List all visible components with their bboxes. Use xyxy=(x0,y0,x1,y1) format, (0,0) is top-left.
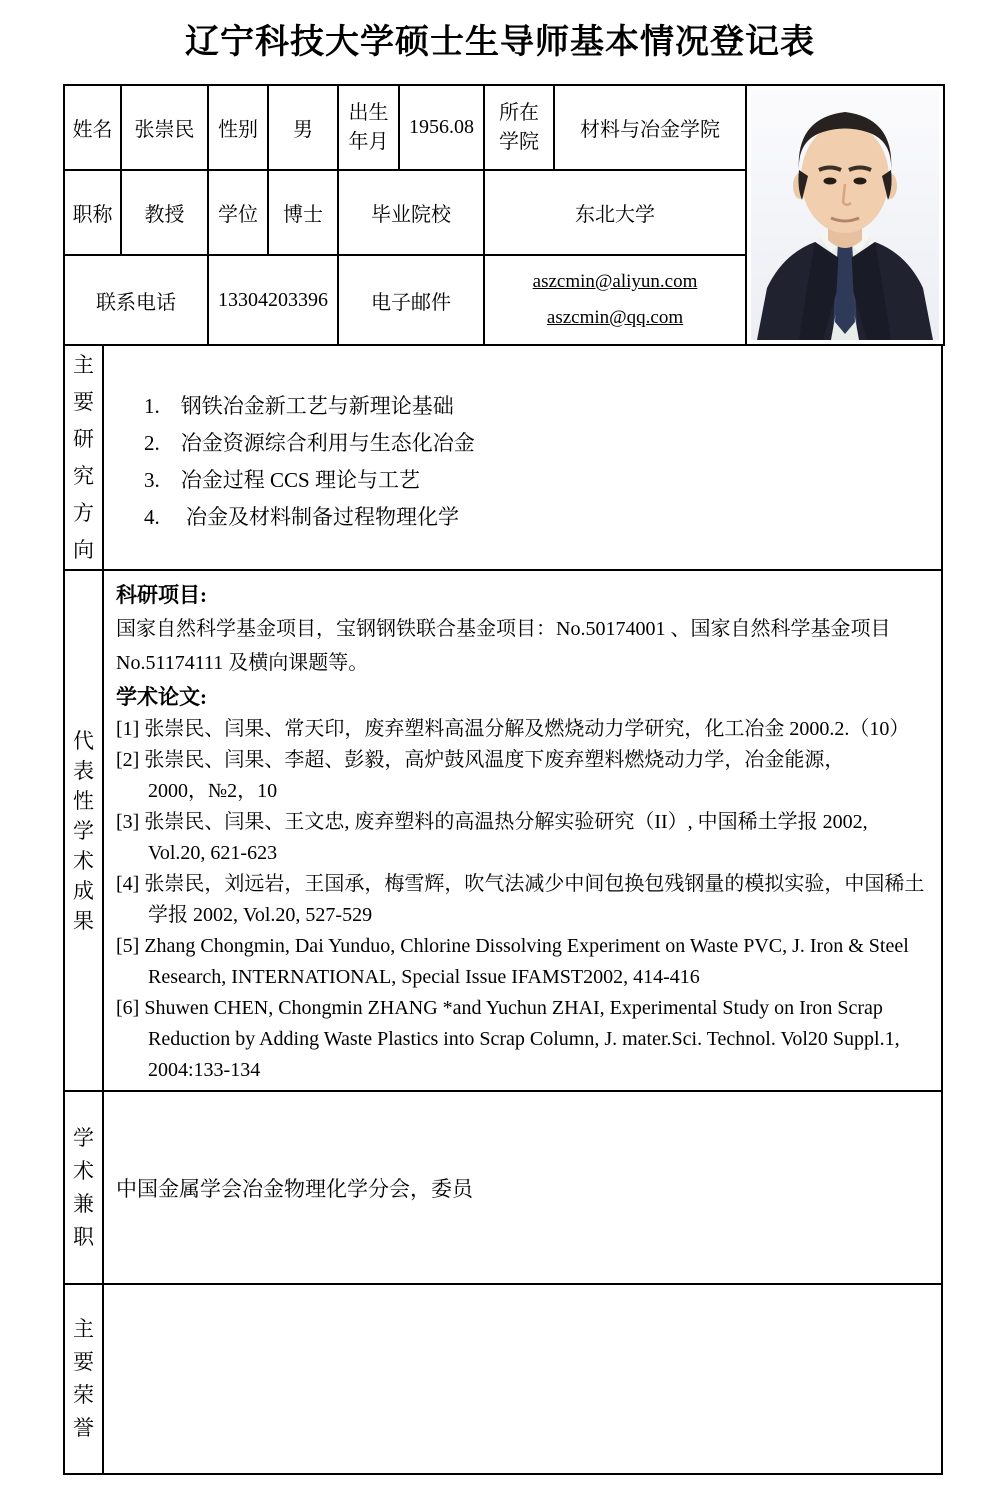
registration-form xyxy=(63,84,943,1475)
academic-posts-text: 中国金属学会冶金物理化学分会，委员 xyxy=(116,1176,473,1201)
research-direction-item-2: 2. 冶金资源综合利用与生态化冶金 xyxy=(144,431,475,455)
graduate-school-label: 毕业院校 xyxy=(338,170,484,255)
research-directions-content xyxy=(104,346,941,569)
paper-item-4: [4] 张崇民，刘远岩，王国承，梅雪辉，吹气法减少中间包换包残钢量的模拟实验，中国稀土学报 2002, Vol.20, 527-529 xyxy=(116,873,925,926)
projects-text: 国家自然科学基金项目，宝钢钢铁联合基金项目：No.50174001 、国家自然科学基金项目 No.51174111 及横向课题等。 xyxy=(116,618,891,674)
section-academic-posts xyxy=(63,1092,943,1285)
paper-item-1: [1] 张崇民、闫果、常天印，废弃塑料高温分解及燃烧动力学研究，化工冶金 2000.2.（10） xyxy=(116,718,910,740)
email-values-cell xyxy=(484,255,746,345)
phone-value: 13304203396 xyxy=(208,255,338,345)
honors-content xyxy=(104,1285,941,1473)
honors-label: 主要荣誉 xyxy=(73,1317,94,1440)
photo-cell xyxy=(746,85,944,345)
college-label: 所在学院 xyxy=(484,85,554,170)
paper-item-5: [5] Zhang Chongmin, Dai Yunduo, Chlorine Dissolving Experiment on Waste PVC, J. Iron & Steel Research, INTERNATIONAL, Special Issue IFAMST2002, 414-416 xyxy=(116,935,909,988)
paper-item-6: [6] Shuwen CHEN, Chongmin ZHANG *and Yuchun ZHAI, Experimental Study on Iron Scrap Reduction by Adding Waste Plastics into Scrap Column, J. mater.Sci. Technol. Vol20 Suppl.1, 2004:133-134 xyxy=(116,997,900,1081)
research-directions-label: 主要研究方向 xyxy=(73,352,94,562)
birth-value: 1956.08 xyxy=(399,85,484,170)
job-title-value: 教授 xyxy=(121,170,208,255)
paper-item-3: [3] 张崇民、闫果、王文忠, 废弃塑料的高温热分解实验研究（II）, 中国稀土学报 2002, Vol.20, 621-623 xyxy=(116,811,868,864)
email-link-aliyun[interactable]: aszcmin@aliyun.com xyxy=(532,271,698,292)
achievements-label-cell xyxy=(65,571,104,1090)
section-honors xyxy=(63,1285,943,1475)
college-value: 材料与冶金学院 xyxy=(554,85,746,170)
section-research-directions xyxy=(63,346,943,571)
research-direction-item-3: 3. 冶金过程 CCS 理论与工艺 xyxy=(144,468,420,492)
basic-info-table xyxy=(63,84,945,346)
portrait-photo xyxy=(751,90,939,340)
achievements-content xyxy=(104,571,941,1090)
job-title-label: 职称 xyxy=(64,170,121,255)
research-directions-label-cell xyxy=(65,346,104,569)
achievements-label: 代表性学术成果 xyxy=(73,728,94,933)
graduate-school-value: 东北大学 xyxy=(484,170,746,255)
research-direction-item-1: 1. 钢铁冶金新工艺与新理论基础 xyxy=(144,394,454,418)
academic-posts-label-cell xyxy=(65,1092,104,1283)
projects-heading: 科研项目: xyxy=(116,583,207,607)
academic-posts-label: 学术兼职 xyxy=(73,1125,94,1249)
name-value: 张崇民 xyxy=(121,85,208,170)
papers-heading: 学术论文: xyxy=(116,685,207,709)
page-title: 辽宁科技大学硕士生导师基本情况登记表 xyxy=(185,24,815,61)
paper-item-2: [2] 张崇民、闫果、李超、彭毅，高炉鼓风温度下废弃塑料燃烧动力学，冶金能源，2000，№2，10 xyxy=(116,749,845,802)
phone-label: 联系电话 xyxy=(64,255,208,345)
name-label: 姓名 xyxy=(64,85,121,170)
research-direction-item-4: 4. 冶金及材料制备过程物理化学 xyxy=(144,505,459,529)
academic-posts-content xyxy=(104,1092,941,1283)
degree-label: 学位 xyxy=(208,170,268,255)
gender-value: 男 xyxy=(268,85,338,170)
degree-value: 博士 xyxy=(268,170,338,255)
honors-label-cell xyxy=(65,1285,104,1473)
email-link-qq[interactable]: aszcmin@qq.com xyxy=(546,307,684,328)
gender-label: 性别 xyxy=(208,85,268,170)
birth-label: 出生年月 xyxy=(338,85,399,170)
section-achievements xyxy=(63,571,943,1092)
email-label: 电子邮件 xyxy=(338,255,484,345)
